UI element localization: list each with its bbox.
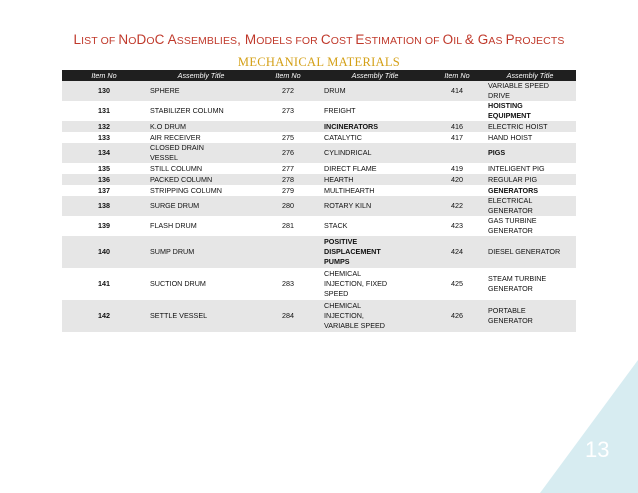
cell-text: 273 bbox=[282, 106, 294, 115]
cell-text: 279 bbox=[282, 185, 294, 195]
cell-text: GENERATOR bbox=[488, 316, 533, 325]
assembly-title-cell bbox=[484, 81, 576, 101]
title-run: D bbox=[136, 32, 147, 47]
cell-text: ROTARY KILN bbox=[324, 201, 372, 210]
item-no-cell bbox=[256, 143, 320, 163]
item-no-cell bbox=[430, 143, 484, 163]
item-no-cell bbox=[256, 121, 320, 132]
cell-text: CHEMICAL bbox=[324, 269, 362, 278]
title-run: ODELS FOR bbox=[256, 35, 321, 47]
assembly-title-cell bbox=[484, 268, 576, 300]
item-no-cell bbox=[256, 101, 320, 121]
table-row bbox=[62, 268, 576, 300]
item-no-cell bbox=[430, 132, 484, 143]
assembly-title-cell bbox=[320, 185, 430, 196]
table-row bbox=[62, 163, 576, 174]
assembly-title-cell bbox=[146, 236, 256, 268]
title-run: E bbox=[355, 32, 365, 47]
page-title bbox=[0, 32, 638, 47]
cell-text: 275 bbox=[282, 132, 294, 142]
assembly-title-cell bbox=[320, 196, 430, 216]
cell-text: 425 bbox=[451, 279, 463, 288]
cell-text: SUCTION DRUM bbox=[150, 279, 206, 288]
table-row bbox=[62, 101, 576, 121]
table-row bbox=[62, 216, 576, 236]
assembly-title-cell bbox=[320, 101, 430, 121]
table-row bbox=[62, 174, 576, 185]
item-no-cell bbox=[430, 196, 484, 216]
cell-text: HOISTING bbox=[488, 101, 523, 110]
title-run: O bbox=[128, 35, 137, 47]
assembly-title-cell bbox=[484, 121, 576, 132]
cell-text: STABILIZER COLUMN bbox=[150, 106, 224, 115]
cell-text: 416 bbox=[451, 121, 463, 131]
assembly-title-cell bbox=[320, 236, 430, 268]
item-no-cell bbox=[256, 196, 320, 216]
cell-text: DISPLACEMENT bbox=[324, 247, 381, 256]
cell-text: INCINERATORS bbox=[324, 121, 379, 131]
assembly-title-cell bbox=[484, 132, 576, 143]
assembly-title-cell bbox=[320, 81, 430, 101]
assembly-title-cell bbox=[146, 121, 256, 132]
cell-text: DRIVE bbox=[488, 91, 510, 100]
cell-text: ELECTRIC HOIST bbox=[488, 121, 548, 131]
cell-text: 276 bbox=[282, 148, 294, 157]
item-no-cell bbox=[256, 268, 320, 300]
cell-text: 277 bbox=[282, 163, 294, 173]
cell-text: SPHERE bbox=[150, 86, 180, 95]
item-no-cell bbox=[62, 216, 146, 236]
assembly-title-cell bbox=[146, 300, 256, 332]
cell-text: GENERATOR bbox=[488, 284, 533, 293]
item-no-cell bbox=[62, 163, 146, 174]
cell-text: POSITIVE bbox=[324, 237, 358, 246]
assembly-title-cell bbox=[146, 185, 256, 196]
cell-text: PUMPS bbox=[324, 257, 350, 266]
title-run: STIMATION OF bbox=[364, 35, 443, 47]
cell-text: 134 bbox=[98, 148, 110, 157]
assembly-title-cell bbox=[484, 174, 576, 185]
cell-text: 283 bbox=[282, 279, 294, 288]
item-no-cell bbox=[62, 81, 146, 101]
header-assembly-title: Assembly Title bbox=[146, 70, 256, 81]
title-run: L bbox=[73, 32, 82, 47]
header-item-no: Item No bbox=[256, 70, 320, 81]
cell-text: 278 bbox=[282, 174, 294, 184]
cell-text: MULTIHEARTH bbox=[324, 185, 375, 195]
cell-text: VARIABLE SPEED bbox=[324, 321, 385, 330]
assembly-title-cell bbox=[146, 163, 256, 174]
table-row bbox=[62, 185, 576, 196]
cell-text: 141 bbox=[98, 279, 110, 288]
cell-text: CATALYTIC bbox=[324, 132, 362, 142]
item-no-cell bbox=[256, 185, 320, 196]
table-row bbox=[62, 143, 576, 163]
header-assembly-title: Assembly Title bbox=[320, 70, 430, 81]
assembly-title-cell bbox=[484, 196, 576, 216]
cell-text: 140 bbox=[98, 247, 110, 256]
item-no-cell bbox=[62, 132, 146, 143]
cell-text: 423 bbox=[451, 221, 463, 230]
title-run: N bbox=[118, 32, 129, 47]
cell-text: 422 bbox=[451, 201, 463, 210]
item-no-cell bbox=[256, 163, 320, 174]
cell-text: 414 bbox=[451, 86, 463, 95]
cell-text: DRUM bbox=[324, 86, 346, 95]
cell-text: 135 bbox=[98, 163, 110, 173]
item-no-cell bbox=[430, 81, 484, 101]
title-run: , M bbox=[237, 32, 257, 47]
header-item-no: Item No bbox=[62, 70, 146, 81]
item-no-cell bbox=[256, 216, 320, 236]
cell-text: 272 bbox=[282, 86, 294, 95]
assembly-title-cell bbox=[484, 163, 576, 174]
item-no-cell bbox=[62, 300, 146, 332]
item-no-cell bbox=[430, 236, 484, 268]
cell-text: HEARTH bbox=[324, 174, 354, 184]
item-no-cell bbox=[62, 143, 146, 163]
cell-text: SETTLE VESSEL bbox=[150, 311, 208, 320]
cell-text: INJECTION, bbox=[324, 311, 364, 320]
table-row bbox=[62, 300, 576, 332]
item-no-cell bbox=[430, 174, 484, 185]
cell-text: DIESEL GENERATOR bbox=[488, 247, 561, 256]
item-no-cell bbox=[62, 236, 146, 268]
item-no-cell bbox=[430, 268, 484, 300]
assembly-title-cell bbox=[320, 300, 430, 332]
cell-text: 142 bbox=[98, 311, 110, 320]
cell-text: REGULAR PIG bbox=[488, 174, 538, 184]
page-number: 13 bbox=[585, 437, 610, 462]
item-no-cell bbox=[62, 196, 146, 216]
cell-text: AIR RECEIVER bbox=[150, 132, 201, 142]
cell-text: CYLINDRICAL bbox=[324, 148, 372, 157]
title-run: IST OF bbox=[81, 35, 119, 47]
assembly-title-cell bbox=[484, 143, 576, 163]
item-no-cell bbox=[430, 163, 484, 174]
item-no-cell bbox=[430, 121, 484, 132]
cell-text: GAS TURBINE bbox=[488, 216, 537, 225]
cell-text: GENERATORS bbox=[488, 185, 539, 195]
assembly-title-cell bbox=[320, 163, 430, 174]
cell-text: 136 bbox=[98, 174, 110, 184]
assembly-title-cell bbox=[320, 132, 430, 143]
cell-text: INJECTION, FIXED bbox=[324, 279, 388, 288]
item-no-cell bbox=[62, 268, 146, 300]
cell-text: PORTABLE bbox=[488, 306, 526, 315]
cell-text: 280 bbox=[282, 201, 294, 210]
assembly-title-cell bbox=[146, 101, 256, 121]
item-no-cell bbox=[256, 236, 320, 268]
item-no-cell bbox=[430, 101, 484, 121]
title-run: OST bbox=[330, 35, 356, 47]
decorative-corner bbox=[540, 360, 638, 493]
cell-text: STILL COLUMN bbox=[150, 163, 203, 173]
title-run: P bbox=[505, 32, 515, 47]
table-row bbox=[62, 196, 576, 216]
table-row bbox=[62, 81, 576, 101]
section-subtitle: MECHANICAL MATERIALS bbox=[237, 55, 401, 69]
assembly-title-cell bbox=[146, 216, 256, 236]
title-run: SSEMBLIES bbox=[176, 35, 238, 47]
item-no-cell bbox=[256, 81, 320, 101]
cell-text: EQUIPMENT bbox=[488, 111, 531, 120]
item-no-cell bbox=[430, 300, 484, 332]
cell-text: CLOSED DRAIN bbox=[150, 143, 204, 152]
cell-text: GENERATOR bbox=[488, 226, 533, 235]
cell-text: INTELIGENT PIG bbox=[488, 163, 545, 173]
cell-text: STACK bbox=[324, 221, 348, 230]
cell-text: GENERATOR bbox=[488, 206, 533, 215]
cell-text: 419 bbox=[451, 163, 463, 173]
assembly-title-cell bbox=[484, 185, 576, 196]
item-no-cell bbox=[430, 185, 484, 196]
cell-text: VESSEL bbox=[150, 153, 178, 162]
table-row bbox=[62, 236, 576, 268]
cell-text: HAND HOIST bbox=[488, 132, 533, 142]
item-no-cell bbox=[62, 101, 146, 121]
cell-text: 138 bbox=[98, 201, 110, 210]
cell-text: DIRECT FLAME bbox=[324, 163, 377, 173]
cell-text: FREIGHT bbox=[324, 106, 356, 115]
header-assembly-title: Assembly Title bbox=[484, 70, 576, 81]
cell-text: 281 bbox=[282, 221, 294, 230]
cell-text: STRIPPING COLUMN bbox=[150, 185, 222, 195]
cell-text: SPEED bbox=[324, 289, 349, 298]
cell-text: CHEMICAL bbox=[324, 301, 362, 310]
cell-text: 417 bbox=[451, 132, 463, 142]
item-no-cell bbox=[62, 185, 146, 196]
cell-text: 130 bbox=[98, 86, 110, 95]
cell-text: 131 bbox=[98, 106, 110, 115]
cell-text: PIGS bbox=[488, 148, 506, 157]
assembly-title-cell bbox=[320, 174, 430, 185]
assembly-title-cell bbox=[146, 196, 256, 216]
table-row bbox=[62, 121, 576, 132]
cell-text: STEAM TURBINE bbox=[488, 274, 547, 283]
assembly-title-cell bbox=[320, 216, 430, 236]
assembly-title-cell bbox=[484, 236, 576, 268]
title-run: ROJECTS bbox=[514, 35, 565, 47]
assembly-title-cell bbox=[146, 81, 256, 101]
cell-text: 424 bbox=[451, 247, 463, 256]
cell-text: 426 bbox=[451, 311, 463, 320]
cell-text: 420 bbox=[451, 174, 463, 184]
assembly-title-cell bbox=[146, 143, 256, 163]
assembly-title-cell bbox=[484, 216, 576, 236]
cell-text: K.O DRUM bbox=[150, 121, 186, 131]
assembly-title-cell bbox=[320, 268, 430, 300]
cell-text: PACKED COLUMN bbox=[150, 174, 213, 184]
assembly-title-cell bbox=[320, 121, 430, 132]
cell-text: 139 bbox=[98, 221, 110, 230]
assembly-title-cell bbox=[484, 300, 576, 332]
cell-text: 133 bbox=[98, 132, 110, 142]
assembly-title-cell bbox=[320, 143, 430, 163]
title-run: O bbox=[146, 35, 155, 47]
assembly-title-cell bbox=[146, 132, 256, 143]
cell-text: VARIABLE SPEED bbox=[488, 81, 549, 90]
item-no-cell bbox=[256, 174, 320, 185]
cell-text: SURGE DRUM bbox=[150, 201, 200, 210]
cell-text: 284 bbox=[282, 311, 294, 320]
cell-text: 132 bbox=[98, 121, 110, 131]
title-run: AS bbox=[488, 35, 506, 47]
cell-text: FLASH DRUM bbox=[150, 221, 197, 230]
item-no-cell bbox=[256, 300, 320, 332]
assemblies-table bbox=[62, 70, 576, 332]
header-item-no: Item No bbox=[430, 70, 484, 81]
table-row bbox=[62, 132, 576, 143]
title-run: C A bbox=[154, 32, 177, 47]
title-run: O bbox=[442, 32, 454, 47]
item-no-cell bbox=[62, 121, 146, 132]
cell-text: ELECTRICAL bbox=[488, 196, 533, 205]
title-run: IL bbox=[453, 35, 465, 47]
cell-text: SUMP DRUM bbox=[150, 247, 195, 256]
title-run: & G bbox=[464, 32, 489, 47]
cell-text: 137 bbox=[98, 185, 110, 195]
title-run: C bbox=[320, 32, 331, 47]
item-no-cell bbox=[256, 132, 320, 143]
item-no-cell bbox=[430, 216, 484, 236]
item-no-cell bbox=[62, 174, 146, 185]
assembly-title-cell bbox=[484, 101, 576, 121]
assembly-title-cell bbox=[146, 174, 256, 185]
table-header-row bbox=[62, 70, 576, 81]
assembly-title-cell bbox=[146, 268, 256, 300]
